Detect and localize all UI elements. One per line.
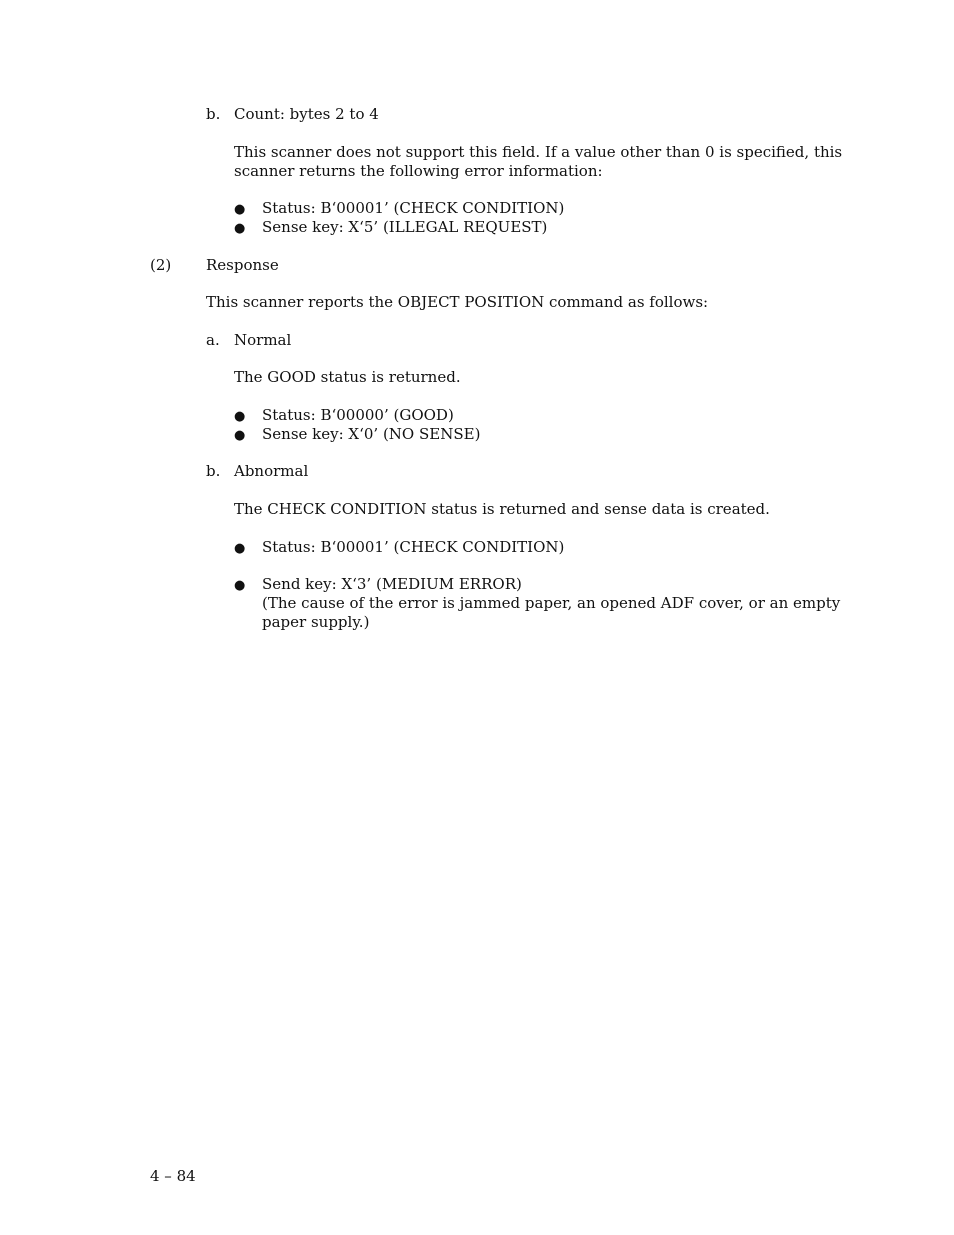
list-marker: b. bbox=[206, 105, 221, 123]
page-number: 4 – 84 bbox=[150, 1167, 196, 1185]
paragraph-line: scanner returns the following error information: bbox=[234, 162, 603, 180]
bullet-text: Sense key: X‘5’ (ILLEGAL REQUEST) bbox=[262, 218, 548, 236]
bullet-icon: ● bbox=[234, 578, 246, 593]
bullet-icon: ● bbox=[234, 202, 246, 217]
bullet-icon: ● bbox=[234, 221, 246, 236]
bullet-icon: ● bbox=[234, 428, 246, 443]
subsection-heading: Abnormal bbox=[234, 462, 309, 480]
bullet-text: Status: B‘00000’ (GOOD) bbox=[262, 406, 454, 424]
bullet-icon: ● bbox=[234, 541, 246, 556]
bullet-text: Status: B‘00001’ (CHECK CONDITION) bbox=[262, 538, 565, 556]
bullet-text: paper supply.) bbox=[262, 613, 370, 631]
list-marker: a. bbox=[206, 331, 220, 349]
list-marker: b. bbox=[206, 462, 221, 480]
paragraph-line: The CHECK CONDITION status is returned and sense data is created. bbox=[234, 500, 770, 518]
subsection-heading: Normal bbox=[234, 331, 292, 349]
paragraph-line: The GOOD status is returned. bbox=[234, 368, 461, 386]
bullet-text: (The cause of the error is jammed paper, an opened ADF cover, or an empty bbox=[262, 594, 841, 612]
bullet-text: Send key: X‘3’ (MEDIUM ERROR) bbox=[262, 575, 522, 593]
paragraph-line: This scanner reports the OBJECT POSITION command as follows: bbox=[206, 293, 709, 311]
bullet-text: Status: B‘00001’ (CHECK CONDITION) bbox=[262, 199, 565, 217]
section-heading: Response bbox=[206, 256, 279, 274]
bullet-icon: ● bbox=[234, 409, 246, 424]
bullet-text: Sense key: X‘0’ (NO SENSE) bbox=[262, 425, 481, 443]
subsection-heading: Count: bytes 2 to 4 bbox=[234, 105, 379, 123]
paragraph-line: This scanner does not support this field. If a value other than 0 is specified, this bbox=[234, 143, 843, 161]
section-number: (2) bbox=[150, 256, 172, 274]
